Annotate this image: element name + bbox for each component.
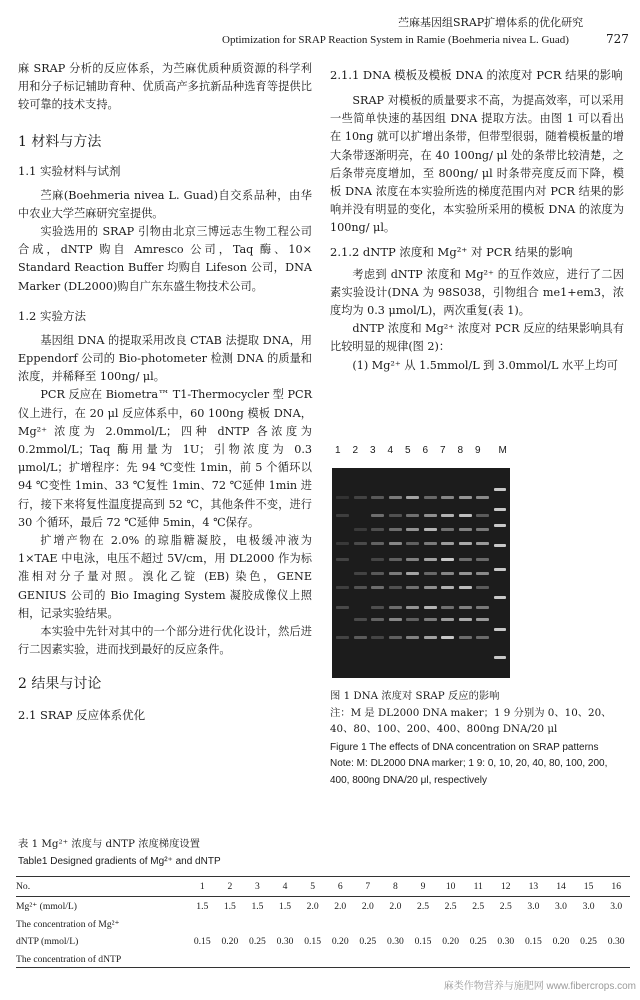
gel-band <box>441 514 454 517</box>
mg_values-cell: 2.0 <box>306 901 319 912</box>
gel-band <box>424 514 437 517</box>
gel-band <box>476 636 489 639</box>
mg_values-cell: 2.0 <box>389 901 402 912</box>
gel-band <box>389 514 402 517</box>
gel-band <box>476 496 489 499</box>
gel-lane-label: 1 <box>335 445 341 456</box>
marker-band <box>494 524 506 527</box>
mg_values-cell: 1.5 <box>223 901 236 912</box>
gel-band <box>406 496 419 499</box>
gel-lane-label: 8 <box>457 445 464 456</box>
mg_values-cell: 3.0 <box>582 901 595 912</box>
gel-band <box>336 514 349 517</box>
gel-band <box>424 496 437 499</box>
paragraph-1-2d: 本实验中先针对其中的一个部分进行优化设计，然后进行二因素实验，进而找到最好的反应条件。 <box>18 625 312 657</box>
mg_values-cell: 1.5 <box>196 901 209 912</box>
gel-band <box>389 618 402 621</box>
dntp_values-cell: 0.20 <box>221 936 239 947</box>
marker-band <box>494 488 506 491</box>
paragraph-1-2b: PCR 反应在 Biometra™ T1-Thermocycler 型 PCR 仪上进行，在 20 μl 反应体系中，60 100ng 模板 DNA，Mg²⁺ 浓度为 2.0mmol/L；四种 dNTP 各浓度为 0.2mmol/L；Taq 酶用量为 1U；引物浓度为 0.3 μmol/L；扩增程序：先 94 ℃变性 1min，前 5 个循环以 94 ℃变性 1min、33 ℃复性 1min、72 ℃延伸 1min 进行，接下来将复性温度提高到 52 ℃，其他条件不变，进行 30 个循环，最后 72 ℃延伸 5min，4 ℃保存。 <box>18 388 312 529</box>
paragraph-1-1a: 苎麻(Boehmeria nivea L. Guad)自交系品种，由华中农业大学苎麻研究室提供。 <box>18 188 312 220</box>
table-caption-en: Table1 Designed gradients of Mg²⁺ and dNTP <box>18 856 221 867</box>
paragraph-2-1-2a: 考虑到 dNTP 浓度和 Mg²⁺ 的互作效应，进行了二因素实验设计(DNA 为 98S038，引物组合 me1+em3，浓度均为 0.3 μmol/L)，两次重复(表 1)。 <box>330 267 624 318</box>
gel-band <box>459 618 472 621</box>
left-column <box>18 60 312 723</box>
gel-band <box>424 572 437 575</box>
gel-band <box>406 514 419 517</box>
page-number: 727 <box>606 32 629 46</box>
watermark: 麻类作物营养与施肥网 www.fibercrops.com <box>443 981 636 992</box>
section-1-1-title: 1.1 实验材料与试剂 <box>18 163 121 178</box>
gel-band <box>336 558 349 561</box>
gel-band <box>336 606 349 609</box>
gel-band <box>441 618 454 621</box>
mg_values-cell: 3.0 <box>610 901 623 912</box>
gel-lane-label: 6 <box>422 445 429 456</box>
gel-band <box>406 572 419 575</box>
marker-band <box>494 508 506 511</box>
mg_values-cell: 2.5 <box>499 901 512 912</box>
gel-band <box>354 528 367 531</box>
gel-band <box>459 606 472 609</box>
intro-paragraph: 麻 SRAP 分析的反应体系，为苎麻优质种质资源的科学利用和分子标记辅助育种、优质高产多抗新品种选育等提供比较可靠的技术支持。 <box>18 62 312 112</box>
gel-band <box>459 496 472 499</box>
gel-band <box>406 636 419 639</box>
gel-band <box>389 572 402 575</box>
gel-band <box>354 496 367 499</box>
gel-band <box>441 542 454 545</box>
gel-band <box>459 558 472 561</box>
gel-band <box>406 586 419 589</box>
paragraph-2-1-2b: dNTP 浓度和 Mg²⁺ 浓度对 PCR 反应的结果影响具有比较明显的规律(图 2)： <box>330 322 624 354</box>
gel-band <box>424 558 437 561</box>
gel-band <box>389 606 402 609</box>
section-1-2-title: 1.2 实验方法 <box>18 308 86 323</box>
figure-caption-cn: 图 1 DNA 浓度对 SRAP 反应的影响 <box>330 690 500 702</box>
mg-label: Mg²⁺ (mmol/L) <box>16 901 77 912</box>
gel-lane-label: 7 <box>440 445 446 456</box>
gel-band <box>371 572 384 575</box>
section-1-title: 1 材料与方法 <box>18 133 102 150</box>
mg_values-cell: 2.5 <box>444 901 457 912</box>
figure-note-cn: 注：M 是 DL2000 DNA maker；1 9 分别为 0、10、20、40、80、100、200、400、800ng DNA/20 μl <box>330 706 612 735</box>
mg_values-cell: 1.5 <box>251 901 264 912</box>
numbers-cell: 13 <box>528 881 539 892</box>
gel-lane-label: 9 <box>475 445 481 456</box>
gel-band <box>476 618 489 621</box>
dntp_values-cell: 0.30 <box>276 936 294 947</box>
numbers-cell: 12 <box>501 881 511 892</box>
gel-electrophoresis-image <box>332 468 510 678</box>
gel-band <box>424 636 437 639</box>
gel-band <box>354 618 367 621</box>
mg_values-cell: 2.0 <box>361 901 374 912</box>
gel-band <box>441 528 454 531</box>
dntp_values-cell: 0.25 <box>469 936 487 947</box>
gel-band <box>424 606 437 609</box>
mg_values-cell: 3.0 <box>527 901 540 912</box>
numbers-cell: 3 <box>255 881 260 892</box>
table-header-label: No. <box>16 881 31 892</box>
dntp_values-cell: 0.20 <box>552 936 570 947</box>
gel-band <box>354 572 367 575</box>
numbers-cell: 9 <box>420 881 426 892</box>
numbers-cell: 11 <box>473 881 483 892</box>
gel-band <box>336 542 349 545</box>
gel-band <box>406 528 419 531</box>
dntp_values-cell: 0.30 <box>607 936 625 947</box>
paragraph-2-1-2c: (1) Mg²⁺ 从 1.5mmol/L 到 3.0mmol/L 水平上均可 <box>352 358 618 372</box>
dntp_values-cell: 0.30 <box>497 936 515 947</box>
gel-band <box>476 542 489 545</box>
dntp_values-cell: 0.20 <box>331 936 349 947</box>
numbers-cell: 16 <box>611 881 621 892</box>
gel-band <box>441 636 454 639</box>
gel-band <box>441 558 454 561</box>
gel-band <box>389 542 402 545</box>
gel-band <box>371 558 384 561</box>
gel-lane-label: 2 <box>352 445 359 456</box>
gel-band <box>424 586 437 589</box>
mg_values-cell: 2.0 <box>334 901 347 912</box>
numbers-cell: 7 <box>365 881 371 892</box>
gel-band <box>389 496 402 499</box>
gel-band <box>441 586 454 589</box>
table-row-mg-en <box>16 916 630 932</box>
section-2-title: 2 结果与讨论 <box>18 676 102 693</box>
gel-lane-label: M <box>498 445 507 456</box>
gel-band <box>389 558 402 561</box>
marker-band <box>494 544 506 547</box>
table-header-row <box>16 877 630 897</box>
gel-band <box>441 496 454 499</box>
gel-band <box>459 572 472 575</box>
gel-band <box>424 542 437 545</box>
mg_values-cell: 2.5 <box>472 901 485 912</box>
mg-en-label: The concentration of Mg²⁺ <box>16 918 120 930</box>
numbers-cell: 4 <box>282 881 288 892</box>
gel-band <box>459 542 472 545</box>
section-2-1-title: 2.1 SRAP 反应体系优化 <box>18 708 146 723</box>
dntp_values-cell: 0.15 <box>524 936 542 947</box>
gel-band <box>476 558 489 561</box>
gel-band <box>406 558 419 561</box>
gel-band <box>336 636 349 639</box>
paragraph-2-1-1: SRAP 对模板的质量要求不高，为提高效率，可以采用一些简单快速的基因组 DNA 提取方法。由图 1 可以看出在 10ng 就可以扩增出条带，但带型很弱，随着模板量的增大条带逐渐明亮，在 40 100ng/ μl 处的条带比较清楚，之后条带亮度增加，至 800ng/ μl 时条带亮度反而下降，模板 DNA 浓度在本实验所选的梯度范围内对 PCR 结果的影响并没有明显的变化，本实验所采用的模板 DNA 的浓度为 100ng/ μl。 <box>330 94 624 235</box>
numbers-cell: 15 <box>583 881 594 892</box>
gel-band <box>389 586 402 589</box>
gel-lane-label: 4 <box>387 445 394 456</box>
running-header-cn: 苎麻基因组SRAP扩增体系的优化研究 <box>398 16 584 29</box>
dntp-label: dNTP (mmol/L) <box>16 936 79 947</box>
numbers-cell: 14 <box>556 881 566 892</box>
figure-caption-en: Figure 1 The effects of DNA concentration on SRAP patterns <box>330 741 599 753</box>
figure-caption-block <box>330 688 626 789</box>
numbers-cell: 8 <box>393 881 398 892</box>
gel-band <box>336 586 349 589</box>
gel-band <box>441 572 454 575</box>
gel-band <box>459 586 472 589</box>
table-row-dntp <box>16 932 630 951</box>
gel-band <box>476 572 489 575</box>
paragraph-1-2a: 基因组 DNA 的提取采用改良 CTAB 法提取 DNA，用 Eppendorf 公司的 Bio-photometer 检测 DNA 的质量和浓度，并稀释至 100ng/ μl。 <box>18 333 312 384</box>
gel-band <box>371 618 384 621</box>
gel-band <box>406 542 419 545</box>
gel-band <box>459 636 472 639</box>
paragraph-1-2c: 扩增产物在 2.0% 的琼脂糖凝胶，电极缓冲液为 1×TAE 中电泳，电压不超过 5V/cm，用 DL2000 作为标准相对分子量对照。溴化乙锭 (EB) 染色，GENE GENIUS 公司的 Bio Imaging System 凝胶成像仪上照相，记录实验结果。 <box>18 534 312 620</box>
numbers-cell: 2 <box>227 881 233 892</box>
gel-band <box>424 528 437 531</box>
gel-band <box>371 586 384 589</box>
gel-band <box>459 528 472 531</box>
table-caption-cn: 表 1 Mg²⁺ 浓度与 dNTP 浓度梯度设置 <box>18 838 200 850</box>
dntp_values-cell: 0.15 <box>193 936 211 947</box>
table-row-dntp-en <box>16 951 630 968</box>
right-column <box>330 66 624 375</box>
dntp-en-label: The concentration of dNTP <box>16 953 122 965</box>
dntp_values-cell: 0.25 <box>580 936 597 947</box>
dntp_values-cell: 0.25 <box>359 936 377 947</box>
gel-band <box>476 514 489 517</box>
dntp_values-cell: 0.25 <box>249 936 266 947</box>
gel-band <box>354 586 367 589</box>
gel-band <box>406 606 419 609</box>
gel-band <box>354 636 367 639</box>
gel-band <box>336 496 349 499</box>
mg_values-cell: 1.5 <box>279 901 292 912</box>
dntp_values-cell: 0.20 <box>442 936 459 947</box>
gel-band <box>371 496 384 499</box>
marker-band <box>494 628 506 631</box>
marker-band <box>494 568 506 571</box>
gel-band <box>371 528 384 531</box>
dntp_values-cell: 0.30 <box>387 936 404 947</box>
gel-band <box>424 618 437 621</box>
gel-band <box>354 542 367 545</box>
section-2-1-2-title: 2.1.2 dNTP 浓度和 Mg²⁺ 对 PCR 结果的影响 <box>330 244 573 259</box>
mg_values-cell: 2.5 <box>417 901 430 912</box>
gel-band <box>476 586 489 589</box>
gel-band <box>371 514 384 517</box>
gel-band <box>371 606 384 609</box>
gel-lane-label: 3 <box>370 445 376 456</box>
gel-band <box>476 528 489 531</box>
numbers-cell: 1 <box>199 881 205 892</box>
running-header-en: Optimization for SRAP Reaction System in Ramie (Boehmeria nivea L. Guad) <box>222 34 569 46</box>
numbers-cell: 5 <box>310 881 316 892</box>
section-2-1-1-title: 2.1.1 DNA 模板及模板 DNA 的浓度对 PCR 结果的影响 <box>330 68 623 82</box>
numbers-cell: 6 <box>337 881 343 892</box>
gel-band <box>371 636 384 639</box>
gel-lane-label: 5 <box>405 445 411 456</box>
mg_values-cell: 3.0 <box>554 901 567 912</box>
gel-band <box>406 618 419 621</box>
gel-band <box>389 528 402 531</box>
gel-band <box>389 636 402 639</box>
marker-band <box>494 596 506 599</box>
dntp_values-cell: 0.15 <box>414 936 432 947</box>
marker-band <box>494 656 506 659</box>
gel-band <box>441 606 454 609</box>
numbers-cell: 10 <box>445 881 456 892</box>
paragraph-1-1b: 实验选用的 SRAP 引物由北京三博远志生物工程公司合成，dNTP 购自 Amresco 公司，Taq 酶、10× Standard Reaction Buffer 均购自 Lifeson 公司，DNA Marker (DL2000)购自广东东盛生物技术公司。 <box>18 225 312 293</box>
gel-band <box>371 542 384 545</box>
gradient-table <box>16 876 630 968</box>
figure-note-en: Note: M: DL2000 DNA marker; 1 9: 0, 10, 20, 40, 80, 100, 200, 400, 800ng DNA/20 μl, respectively <box>330 758 608 786</box>
table-row-mg <box>16 897 630 917</box>
dntp_values-cell: 0.15 <box>304 936 322 947</box>
gel-band <box>476 606 489 609</box>
gel-band <box>459 514 472 517</box>
